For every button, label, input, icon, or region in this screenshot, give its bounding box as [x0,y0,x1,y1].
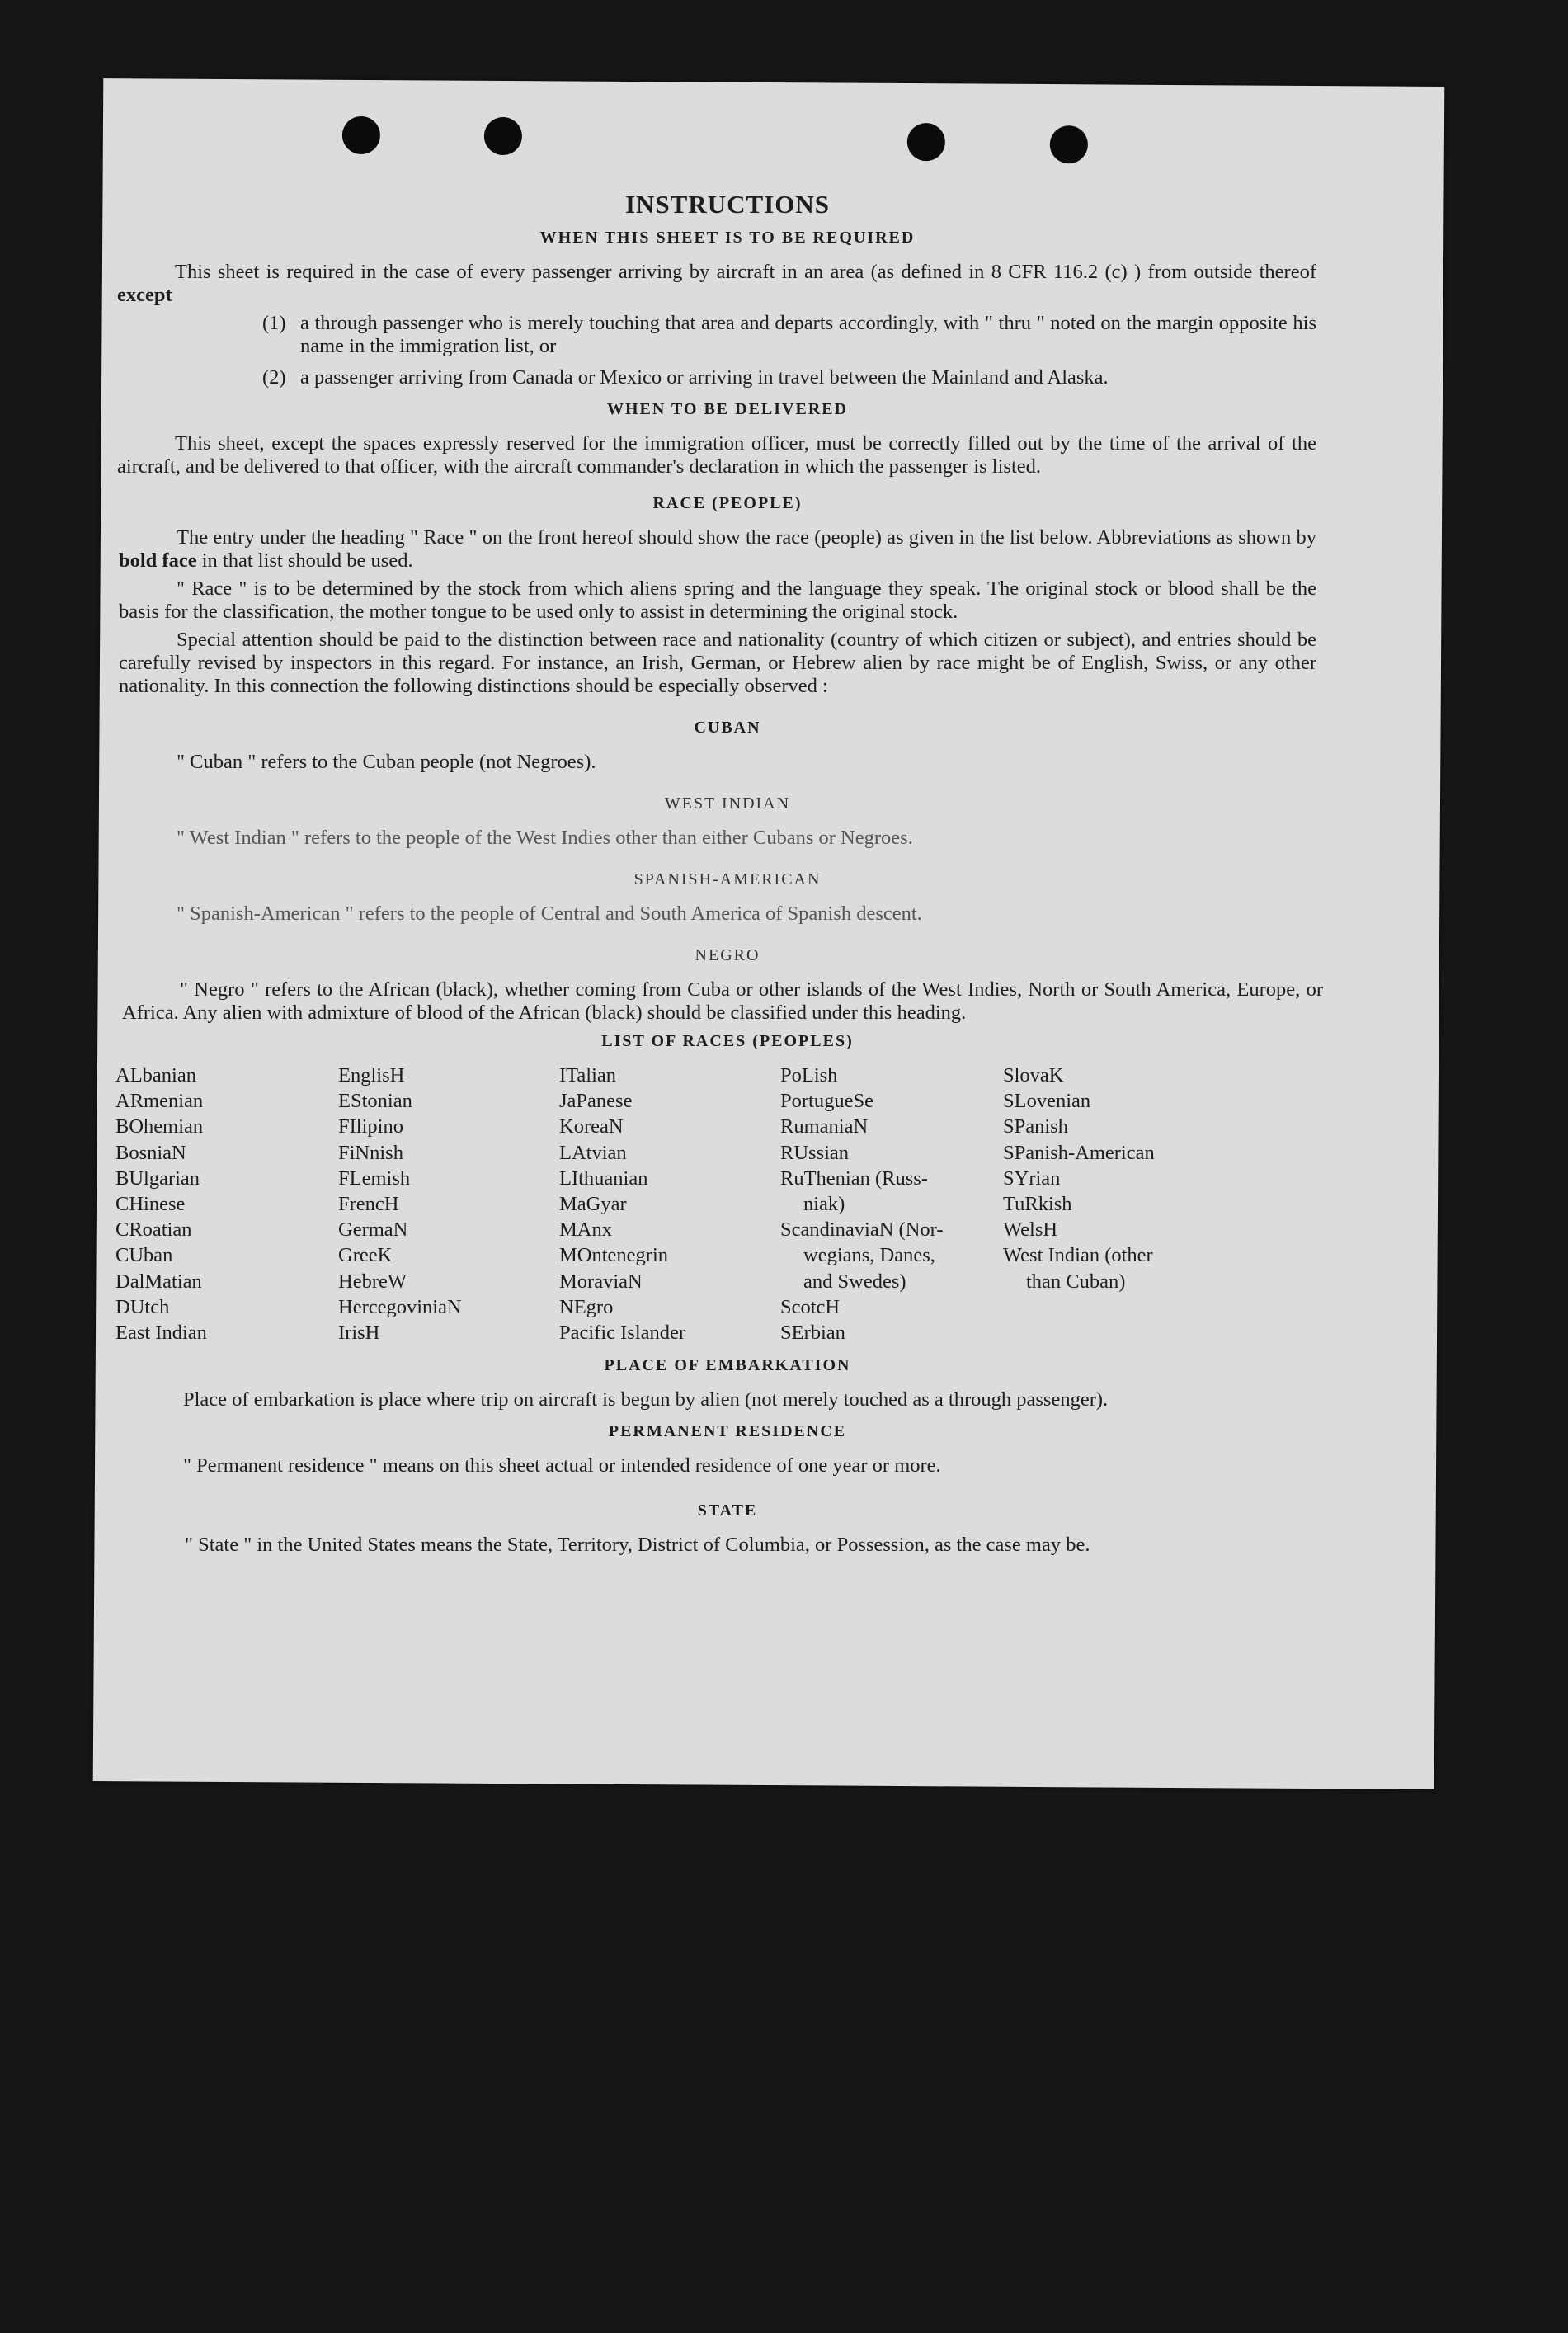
race-entry: West Indian (other [1003,1244,1153,1267]
exception-item: (1) a through passenger who is merely touching that area and departs accordingly, with " thru " noted on the margin opposite his name in the immigration list, or [262,312,1316,357]
race-entry: East Indian [115,1322,207,1345]
race-entry: BOhemian [115,1115,204,1138]
race-entry: IrisH [338,1322,380,1345]
embarkation-text: Place of embarkation is place where trip on aircraft is begun by alien (not merely touched as a through passenger). [183,1388,1109,1412]
race-entry: RUssian [780,1141,850,1164]
race-entry: RumaniaN [780,1115,869,1138]
race-entry-continued: niak) [803,1193,845,1216]
race-entry: FIlipino [338,1115,403,1138]
race-entry: RuThenian (Russ- [780,1166,928,1190]
race-entry: BUlgarian [115,1166,200,1190]
except-bold: except [117,284,172,306]
heading-embarkation: PLACE OF EMBARKATION [604,1356,851,1375]
race-entry: EnglisH [338,1064,405,1086]
races-column [1003,1063,1226,1346]
races-column [115,1063,338,1346]
race-entry: ALbanian [115,1064,196,1086]
races-column [559,1063,780,1346]
race-entry: SPanish-American [1003,1141,1155,1164]
race-entry: LAtvian [559,1141,627,1164]
race-entry: FrencH [338,1193,399,1216]
heading-west-indian: WEST INDIAN [664,794,791,813]
race-entry: CUban [115,1244,173,1267]
race-entry: BosniaN [115,1141,186,1164]
race-entry: SYrian [1003,1166,1061,1190]
race-entry: HebreW [338,1270,407,1293]
race-entry: LIthuanian [559,1166,648,1190]
race-entry: SlovaK [1003,1064,1064,1086]
races-column [780,1063,1003,1346]
race-paragraph-3: Special attention should be paid to the distinction between race and nationality (country of which citizen or subject), and entries should be carefully revised by inspectors in this regard. For instance, an Irish, German, or Hebrew alien by race might be of English, Swiss, or any other nationality. In this connection the following distinctions should be especially observed : [119,629,1316,697]
races-column [338,1063,559,1346]
when-required-intro: This sheet is required in the case of every passenger arriving by aircraft in an area (as defined in 8 CFR 116.2 (c) ) from outside thereof except [117,261,1316,306]
race-paragraph-1: The entry under the heading " Race " on the front hereof should show the race (people) as given in the list below. Abbreviations as shown by bold face in that list should be used. [119,526,1316,572]
race-entry: JaPanese [559,1090,633,1113]
bold-face-text: bold face [119,549,197,572]
heading-when-required: WHEN THIS SHEET IS TO BE REQUIRED [539,229,916,247]
heading-when-delivered: WHEN TO BE DELIVERED [606,400,849,418]
race-entry: PoLish [780,1064,838,1086]
west-indian-text: " West Indian " refers to the people of the West Indies other than either Cubans or Negroes. [177,827,913,849]
race-entry: MaGyar [559,1193,627,1216]
race-entry: MAnx [559,1218,612,1242]
heading-race: RACE (PEOPLE) [652,494,803,512]
race-entry: MoraviaN [559,1270,643,1293]
heading-spanish-american: SPANISH-AMERICAN [633,870,822,888]
race-entry-continued: and Swedes) [803,1270,906,1293]
race-entry: FLemish [338,1166,411,1190]
race-entry: SPanish [1003,1115,1068,1138]
race-entry: SErbian [780,1322,845,1345]
instructions-content [115,107,1323,1562]
negro-text: " Negro " refers to the African (black), whether coming from Cuba or other islands of the West Indies, North or South America, Europe, or Africa. Any alien with admixture of blood of the African (black) should be classified under this heading. [122,978,1323,1024]
race-entry: KoreaN [559,1115,624,1138]
race-entry: ITalian [559,1064,617,1086]
race-entry: CHinese [115,1193,186,1216]
exception-item: (2) a passenger arriving from Canada or Mexico or arriving in travel between the Mainland and Alaska. [262,366,1109,389]
heading-state: STATE [697,1501,758,1520]
race-entry: EStonian [338,1090,412,1113]
race-entry: DalMatian [115,1270,202,1293]
page-title: INSTRUCTIONS [624,190,830,219]
race-entry: PortugueSe [780,1090,873,1113]
race-entry: GreeK [338,1244,393,1267]
cuban-text: " Cuban " refers to the Cuban people (not Negroes). [177,751,596,773]
race-entry-continued: wegians, Danes, [803,1244,935,1267]
race-entry: WelsH [1003,1218,1058,1242]
race-entry: HercegoviniaN [338,1295,462,1318]
race-entry: SLovenian [1003,1090,1091,1113]
spanish-american-text: " Spanish-American " refers to the people of Central and South America of Spanish descent. [177,903,922,925]
race-entry: TuRkish [1003,1193,1072,1216]
race-entry: ScandinaviaN (Nor- [780,1218,944,1242]
race-entry: Pacific Islander [559,1322,686,1345]
state-text: " State " in the United States means the State, Territory, District of Columbia, or Possession, as the case may be. [185,1534,1090,1557]
race-entry: GermaN [338,1218,408,1242]
race-entry: ScotcH [780,1295,841,1318]
race-entry: MOntenegrin [559,1244,668,1267]
race-entry: DUtch [115,1295,170,1318]
heading-list-of-races: LIST OF RACES (PEOPLES) [601,1032,854,1050]
race-entry: CRoatian [115,1218,192,1242]
race-entry: NEgro [559,1295,614,1318]
heading-cuban: CUBAN [694,719,761,737]
heading-permanent-residence: PERMANENT RESIDENCE [608,1422,847,1441]
race-paragraph-2: " Race " is to be determined by the stock from which aliens spring and the language they speak. The original stock or blood shall be the basis for the classification, the mother tongue to be used only to assist in determining the original stock. [119,577,1316,623]
race-entry-continued: than Cuban) [1026,1270,1126,1293]
races-table [115,1063,1316,1346]
race-entry: ARmenian [115,1090,204,1113]
race-entry: FiNnish [338,1141,403,1164]
heading-negro: NEGRO [695,946,760,964]
when-delivered-text: This sheet, except the spaces expressly reserved for the immigration officer, must be correctly filled out by the time of the arrival of the aircraft, and be delivered to that officer, with the aircraft commander's declaration in which the passenger is listed. [117,432,1316,478]
residence-text: " Permanent residence " means on this sheet actual or intended residence of one year or more. [183,1454,941,1478]
